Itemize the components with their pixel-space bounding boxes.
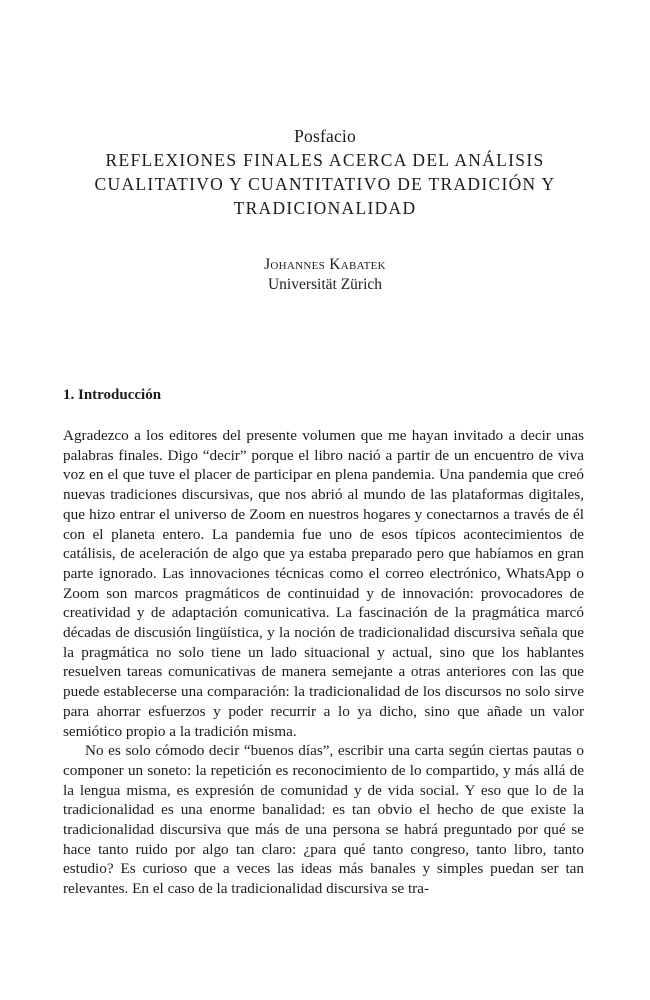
body-paragraph: No es solo cómodo decir “buenos días”, escribir una carta según ciertas pautas o componer un soneto: la repetición es reconocimiento de lo compartido, y más allá de la lengua misma, es expresión de comunidad y de vida social. Y eso que lo de la tradicionalidad es una enorme banalidad: es tan obvio el hecho de que existe la tradicionalidad discursiva que más de una persona se habrá preguntado por qué se hace tanto ruido por algo tan claro: ¿para qué tanto congreso, tanto libro, tanto estudio? Es curioso que a veces las ideas más banales y simples puedan ser tan relevantes. En el caso de la tradicionalidad discursiva se tra- <box>63 742 584 898</box>
author-affiliation: Universität Zürich <box>267 276 383 293</box>
chapter-title-line: TRADICIONALIDAD <box>233 198 417 218</box>
body-paragraph: Agradezco a los editores del presente volumen que me hayan invitado a decir unas palabras finales. Digo “decir” porque el libro nació a partir de un encuentro de viva voz en el que tuve el placer de participar en plena pandemia. Una pandemia que creó nuevas tradiciones discursivas, que nos abrió al mundo de las plataformas digitales, que hizo entrar el universo de Zoom en nuestros hogares y conectarnos a través de él con el planeta entero. La pandemia fue uno de esos típicos acontecimientos de catálisis, de aceleración de algo que ya estaba preparado pero que habíamos en gran parte ignorado. Las innovaciones técnicas como el correo electrónico, WhatsApp o Zoom son marcos pragmáticos de continuidad y de innovación: provocadores de creatividad y de adaptación comunicativa. La fascinación de la pragmática marcó décadas de discusión lingüística, y la noción de tradicionalidad discursiva señala que la pragmática no solo tiene un lado situacional y actual, sino que los hablantes resuelven tareas comunicativas de manera semejante a otras anteriores con las que puede establecerse una comparación: la tradicionalidad de los discursos no solo sirve para ahorrar esfuerzos y poder recurrir a lo ya dicho, sino que añade un valor semiótico propio a la tradición misma. <box>63 427 584 740</box>
chapter-label: Posfacio <box>294 126 356 146</box>
chapter-title-line: REFLEXIONES FINALES ACERCA DEL ANÁLISIS <box>105 150 545 170</box>
author-block <box>60 255 590 295</box>
author-name: Johannes Kabatek <box>264 256 386 273</box>
body-text <box>63 426 584 899</box>
chapter-title <box>60 148 590 220</box>
chapter-title-line: CUALITATIVO Y CUANTITATIVO DE TRADICIÓN Y <box>94 174 556 194</box>
chapter-heading <box>60 124 590 220</box>
section-heading: 1. Introducción <box>63 387 162 403</box>
